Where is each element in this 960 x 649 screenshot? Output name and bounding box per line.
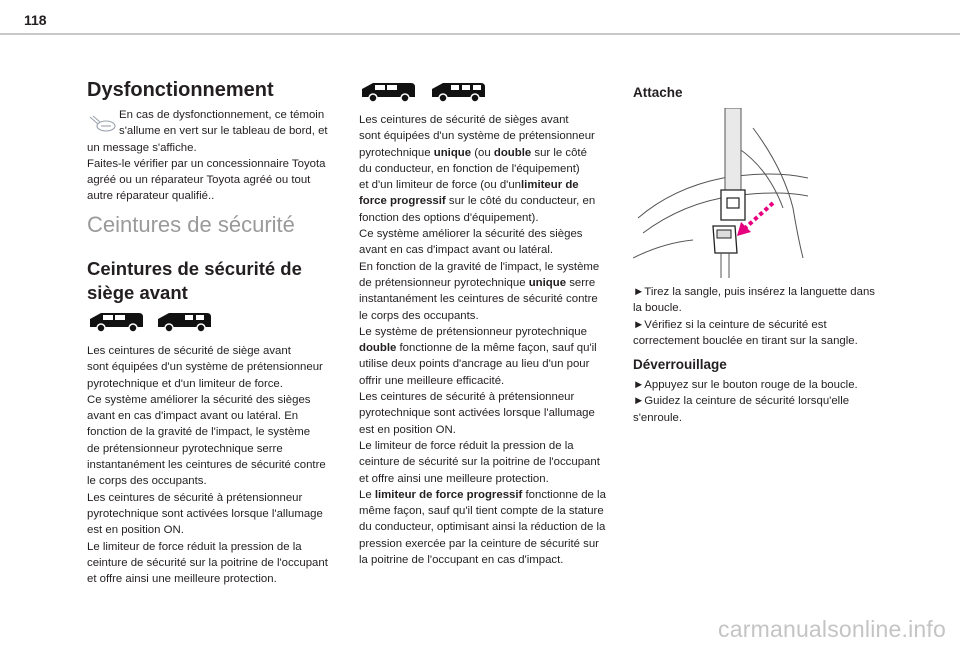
malfunction-line: agréé ou un réparateur Toyota agréé ou tout xyxy=(87,174,311,187)
bullet-line: s'enroule. xyxy=(633,411,683,424)
van-icon xyxy=(429,80,487,104)
van-icon xyxy=(359,80,417,104)
text-run: serre xyxy=(566,276,596,289)
bullet-line: la boucle. xyxy=(633,302,682,315)
body-line: et offre ainsi une meilleure protection. xyxy=(359,472,549,485)
bullet-line xyxy=(633,393,895,409)
bold-run: double xyxy=(493,146,532,159)
text-run: pyrotechnique xyxy=(359,146,434,159)
watermark: carmanualsonline.info xyxy=(718,616,946,642)
body-line: avant en cas d'impact avant ou latéral. xyxy=(359,244,554,257)
bold-run: limiteur de force progressif xyxy=(374,488,523,501)
body-line: pyrotechnique sont activées lorsque l'allumage xyxy=(87,507,323,520)
heading-attach: Attache xyxy=(633,85,683,100)
bullet-arrow-icon: ► xyxy=(633,318,645,331)
body-line: et offre ainsi une meilleure protection. xyxy=(87,573,277,586)
text-run: fonctionne de la même façon, sauf qu'il xyxy=(399,342,597,355)
text-run: sur le côté du conducteur, en xyxy=(448,195,596,208)
body-line: de prétensionneur pyrotechnique serre xyxy=(87,442,283,455)
bullet-arrow-icon: ► xyxy=(633,395,645,408)
column-2-text xyxy=(359,112,621,568)
body-line: du conducteur, en fonction de l'équipement) xyxy=(359,162,580,175)
text-run: et d'un limiteur de force (ou d'un xyxy=(359,179,522,192)
body-line xyxy=(359,177,621,193)
body-line: instantanément les ceintures de sécurité contre xyxy=(87,459,326,472)
text-run: fonctionne de la xyxy=(522,488,606,501)
text-run: (ou xyxy=(471,146,494,159)
malfunction-line: En cas de dysfonctionnement, ce témoin xyxy=(119,109,325,121)
body-line: est en position ON. xyxy=(359,423,456,436)
body-line: ceinture de sécurité sur la poitrine de l'occupant xyxy=(359,456,600,469)
malfunction-line: s'allume en vert sur le tableau de bord, et xyxy=(119,125,328,138)
body-line: pyrotechnique sont activées lorsque l'allumage xyxy=(359,407,595,420)
bullet-line xyxy=(633,377,895,393)
body-line: avant en cas d'impact avant ou latéral. En xyxy=(87,410,299,423)
malfunction-line: Faites-le vérifier par un concessionnaire Toyota xyxy=(87,157,326,170)
body-line: Les ceintures de sécurité de sièges avant xyxy=(359,114,569,126)
body-line: le corps des occupants. xyxy=(359,309,479,322)
body-line: ceinture de sécurité sur la poitrine de l'occupant xyxy=(87,556,328,569)
bold-run: unique xyxy=(528,276,567,289)
van-icon xyxy=(155,310,213,334)
body-line: Le limiteur de force réduit la pression de la xyxy=(359,439,574,452)
seatbelt-buckle-illustration xyxy=(633,108,808,278)
body-line: Les ceintures de sécurité à prétensionneur xyxy=(87,491,303,504)
release-instructions xyxy=(633,377,895,426)
text-run: Le xyxy=(359,488,375,501)
body-line: fonction de la gravité de l'impact, le système xyxy=(87,426,311,439)
bold-run: force progressif xyxy=(359,195,446,208)
body-line: instantanément les ceintures de sécurité contre xyxy=(359,293,598,306)
body-line: sont équipées d'un système de prétensionneur xyxy=(87,361,323,374)
bullet-line xyxy=(633,317,895,333)
body-line: Ce système améliorer la sécurité des sièges xyxy=(87,393,311,406)
body-line: le corps des occupants. xyxy=(87,475,207,488)
bullet-arrow-icon: ► xyxy=(633,286,645,298)
text-run: sur le côté xyxy=(531,146,587,159)
body-line: utilise deux points d'ancrage au lieu d'un pour xyxy=(359,358,590,371)
body-line: Les ceintures de sécurité à prétensionneur xyxy=(359,391,575,404)
heading-release: Déverrouillage xyxy=(633,357,727,372)
front-seatbelts-text xyxy=(87,343,347,587)
body-line: même façon, sauf qu'il tient compte de la stature xyxy=(359,505,604,518)
bullet-line: correctement bouclée en tirant sur la sangle. xyxy=(633,334,858,347)
body-line: Le système de prétensionneur pyrotechnique xyxy=(359,325,587,338)
bullet-text: Appuyez sur le bouton rouge de la boucle. xyxy=(644,379,858,391)
malfunction-line: un message s'affiche. xyxy=(87,141,197,154)
body-line: fonction des options d'équipement). xyxy=(359,211,539,224)
body-line xyxy=(359,145,621,161)
attach-instructions xyxy=(633,284,895,349)
body-line xyxy=(359,193,621,209)
body-line: Ce système améliorer la sécurité des sièges xyxy=(359,228,583,241)
heading-line: siège avant xyxy=(87,282,188,303)
body-line xyxy=(359,340,621,356)
page-number: 118 xyxy=(24,12,47,28)
body-line: pression exercée par la ceinture de sécurité sur xyxy=(359,537,599,550)
heading-front-seatbelts xyxy=(87,257,302,305)
heading-line: Ceintures de sécurité de xyxy=(87,258,302,279)
malfunction-text xyxy=(87,107,342,205)
body-line: En fonction de la gravité de l'impact, le système xyxy=(359,260,600,273)
bullet-text: Tirez la sangle, puis insérez la languette dans xyxy=(644,286,875,298)
body-line: Le limiteur de force réduit la pression de la xyxy=(87,540,302,553)
body-line xyxy=(359,487,621,503)
body-line: est en position ON. xyxy=(87,524,184,537)
body-line: offrir une meilleure efficacité. xyxy=(359,374,505,387)
body-line: du conducteur, optimisant ainsi la réduction de la xyxy=(359,521,606,534)
body-line xyxy=(359,275,621,291)
body-line: la poitrine de l'occupant en cas d'impact. xyxy=(359,554,564,567)
section-title: Ceintures de sécurité xyxy=(87,212,295,237)
bullet-text: Guidez la ceinture de sécurité lorsqu'elle xyxy=(644,395,850,408)
van-icon xyxy=(87,310,145,334)
bold-run: double xyxy=(359,342,397,355)
text-run: de prétensionneur pyrotechnique xyxy=(359,276,529,289)
body-line: Les ceintures de sécurité de siège avant xyxy=(87,345,291,357)
malfunction-line: autre réparateur qualifié.. xyxy=(87,190,215,203)
body-line: pyrotechnique et d'un limiteur de force. xyxy=(87,377,283,390)
bullet-text: Vérifiez si la ceinture de sécurité est xyxy=(644,318,827,331)
top-rule xyxy=(0,33,960,35)
bold-run: unique xyxy=(433,146,472,159)
bullet-arrow-icon: ► xyxy=(633,379,645,391)
heading-malfunction: Dysfonctionnement xyxy=(87,79,274,101)
body-line: sont équipées d'un système de prétensionneur xyxy=(359,130,595,143)
bullet-line xyxy=(633,284,895,300)
bold-run: limiteur de xyxy=(521,179,579,192)
